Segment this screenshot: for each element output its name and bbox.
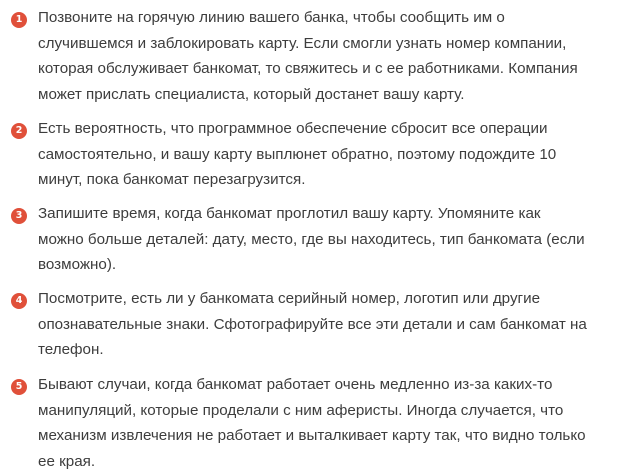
- step-text-line: Позвоните на горячую линию вашего банка, чтобы сообщить им о: [38, 9, 505, 26]
- step-text-line: Запишите время, когда банкомат проглотил вашу карту. Упомяните как: [38, 205, 541, 222]
- step-text-line: опознавательные знаки. Сфотографируйте все эти детали и сам банкомат на: [38, 315, 587, 333]
- step-text-line: может прислать специалиста, который достанет вашу карту.: [38, 85, 465, 103]
- step-text-line: телефон.: [38, 341, 104, 358]
- step-text: [38, 372, 610, 474]
- step-text-line: Есть вероятность, что программное обеспечение сбросит все операции: [38, 120, 548, 137]
- step-number-badge: 5: [11, 379, 27, 395]
- step-text-line: случившемся и заблокировать карту. Если смогли узнать номер компании,: [38, 34, 567, 52]
- step-text-line: ее края.: [38, 452, 96, 470]
- step-text-line: самостоятельно, и вашу карту выплюнет обратно, поэтому подождите 10: [38, 145, 557, 163]
- step-text: [38, 116, 610, 193]
- step-text: [38, 201, 610, 278]
- step-text-line: Бывают случаи, когда банкомат работает очень медленно из-за каких-то: [38, 376, 553, 393]
- step-text-line: которая обслуживает банкомат, то свяжитесь и с ее работниками. Компания: [38, 60, 578, 77]
- step-text-line: манипуляций, которые проделали с ним аферисты. Иногда случается, что: [38, 401, 564, 419]
- step-text-line: возможно).: [38, 256, 117, 273]
- step-number-badge: 3: [11, 208, 27, 224]
- step-text: [38, 5, 610, 107]
- step-text-line: Посмотрите, есть ли у банкомата серийный номер, логотип или другие: [38, 290, 541, 307]
- step-text: [38, 286, 610, 363]
- step-number-badge: 1: [11, 12, 27, 28]
- step-text-line: минут, пока банкомат перезагрузится.: [38, 171, 306, 188]
- step-number-badge: 4: [11, 293, 27, 309]
- step-number-badge: 2: [11, 123, 27, 139]
- step-text-line: можно больше деталей: дату, место, где вы находитесь, тип банкомата (если: [38, 230, 585, 248]
- step-text-line: механизм извлечения не работает и выталкивает карту так, что видно только: [38, 427, 586, 444]
